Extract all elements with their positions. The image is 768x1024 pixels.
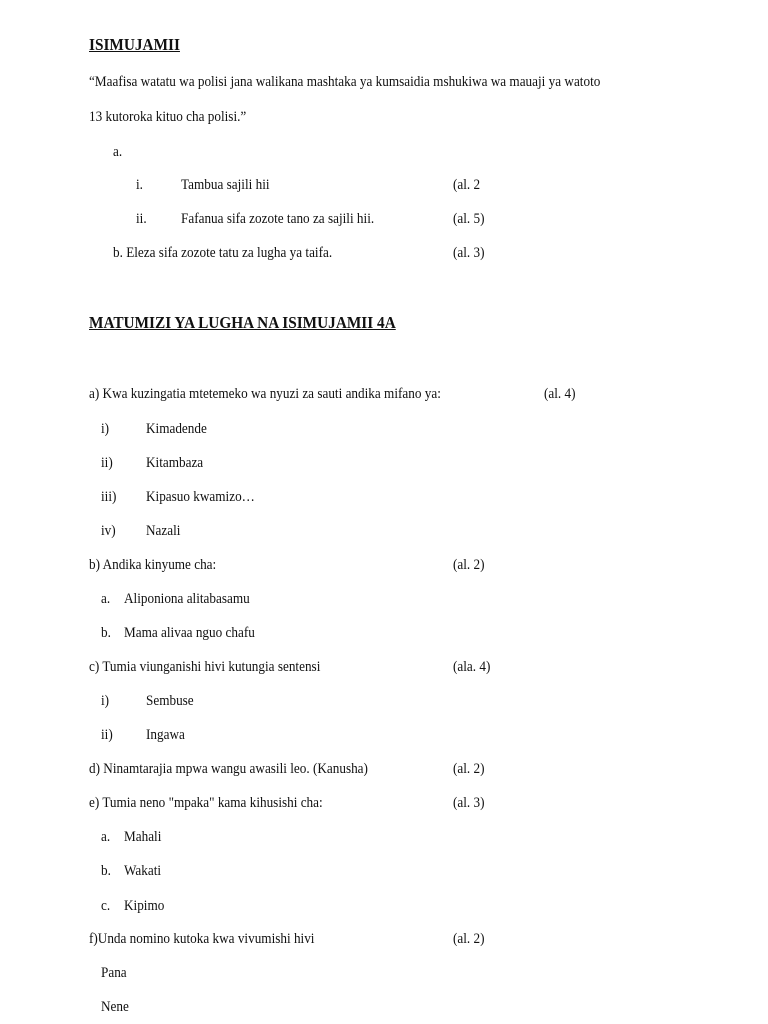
- question-a-label: a.: [113, 144, 123, 160]
- list-item-number: b.: [101, 625, 111, 641]
- list-item-number: i): [101, 693, 110, 709]
- list-item-number: i): [101, 421, 110, 437]
- question-f-text: f)Unda nomino kutoka kwa vivumishi hivi: [89, 931, 315, 947]
- list-item: Mama alivaa nguo chafu: [124, 625, 255, 641]
- list-item: Nazali: [146, 523, 181, 539]
- question-a-ii-text: Fafanua sifa zozote tano za sajili hii.: [181, 211, 375, 227]
- list-item-number: ii): [101, 727, 113, 743]
- question-a-text: a) Kwa kuzingatia mtetemeko wa nyuzi za sauti andika mifano ya:: [89, 386, 441, 402]
- list-item-number: c.: [101, 898, 111, 914]
- quote-line-1: “Maafisa watatu wa polisi jana walikana mashtaka ya kumsaidia mshukiwa wa mauaji ya watoto: [89, 74, 601, 90]
- list-item: Aliponiona alitabasamu: [124, 591, 250, 607]
- list-item-number: b.: [101, 863, 111, 879]
- list-item: Kitambaza: [146, 455, 204, 471]
- question-e-marks: (al. 3): [453, 795, 485, 811]
- list-item: Wakati: [124, 863, 162, 879]
- section-heading-isimujamii: ISIMUJAMII: [89, 35, 180, 54]
- list-item-number: iii): [101, 489, 117, 505]
- question-a-i-number: i.: [136, 177, 143, 193]
- list-item-number: a.: [101, 591, 111, 607]
- question-f-marks: (al. 2): [453, 931, 485, 947]
- list-item: Kipasuo kwamizo…: [146, 489, 255, 505]
- list-item: Mahali: [124, 829, 162, 845]
- quote-line-2: 13 kutoroka kituo cha polisi.”: [89, 109, 247, 125]
- question-b-text: b. Eleza sifa zozote tatu za lugha ya taifa.: [113, 245, 333, 261]
- question-d-marks: (al. 2): [453, 761, 485, 777]
- list-item: Ingawa: [146, 727, 185, 743]
- list-item: Sembuse: [146, 693, 194, 709]
- list-item-number: iv): [101, 523, 116, 539]
- list-item-number: ii): [101, 455, 113, 471]
- question-e-text: e) Tumia neno "mpaka" kama kihusishi cha:: [89, 795, 323, 811]
- question-a-i-text: Tambua sajili hii: [181, 177, 270, 193]
- question-c-text: c) Tumia viunganishi hivi kutungia sentensi: [89, 659, 321, 675]
- question-a-i-marks: (al. 2: [453, 177, 481, 193]
- question-b-marks: (al. 3): [453, 245, 485, 261]
- question-b-text: b) Andika kinyume cha:: [89, 557, 217, 573]
- question-c-marks: (ala. 4): [453, 659, 491, 675]
- question-a-marks: (al. 4): [544, 386, 576, 402]
- list-item: Nene: [101, 999, 129, 1015]
- list-item: Pana: [101, 965, 127, 981]
- question-a-ii-number: ii.: [136, 211, 147, 227]
- question-b-marks: (al. 2): [453, 557, 485, 573]
- section-heading-matumizi: MATUMIZI YA LUGHA NA ISIMUJAMII 4A: [89, 313, 396, 332]
- list-item: Kimadende: [146, 421, 207, 437]
- list-item-number: a.: [101, 829, 111, 845]
- question-d-text: d) Ninamtarajia mpwa wangu awasili leo. (Kanusha): [89, 761, 368, 777]
- question-a-ii-marks: (al. 5): [453, 211, 485, 227]
- list-item: Kipimo: [124, 898, 165, 914]
